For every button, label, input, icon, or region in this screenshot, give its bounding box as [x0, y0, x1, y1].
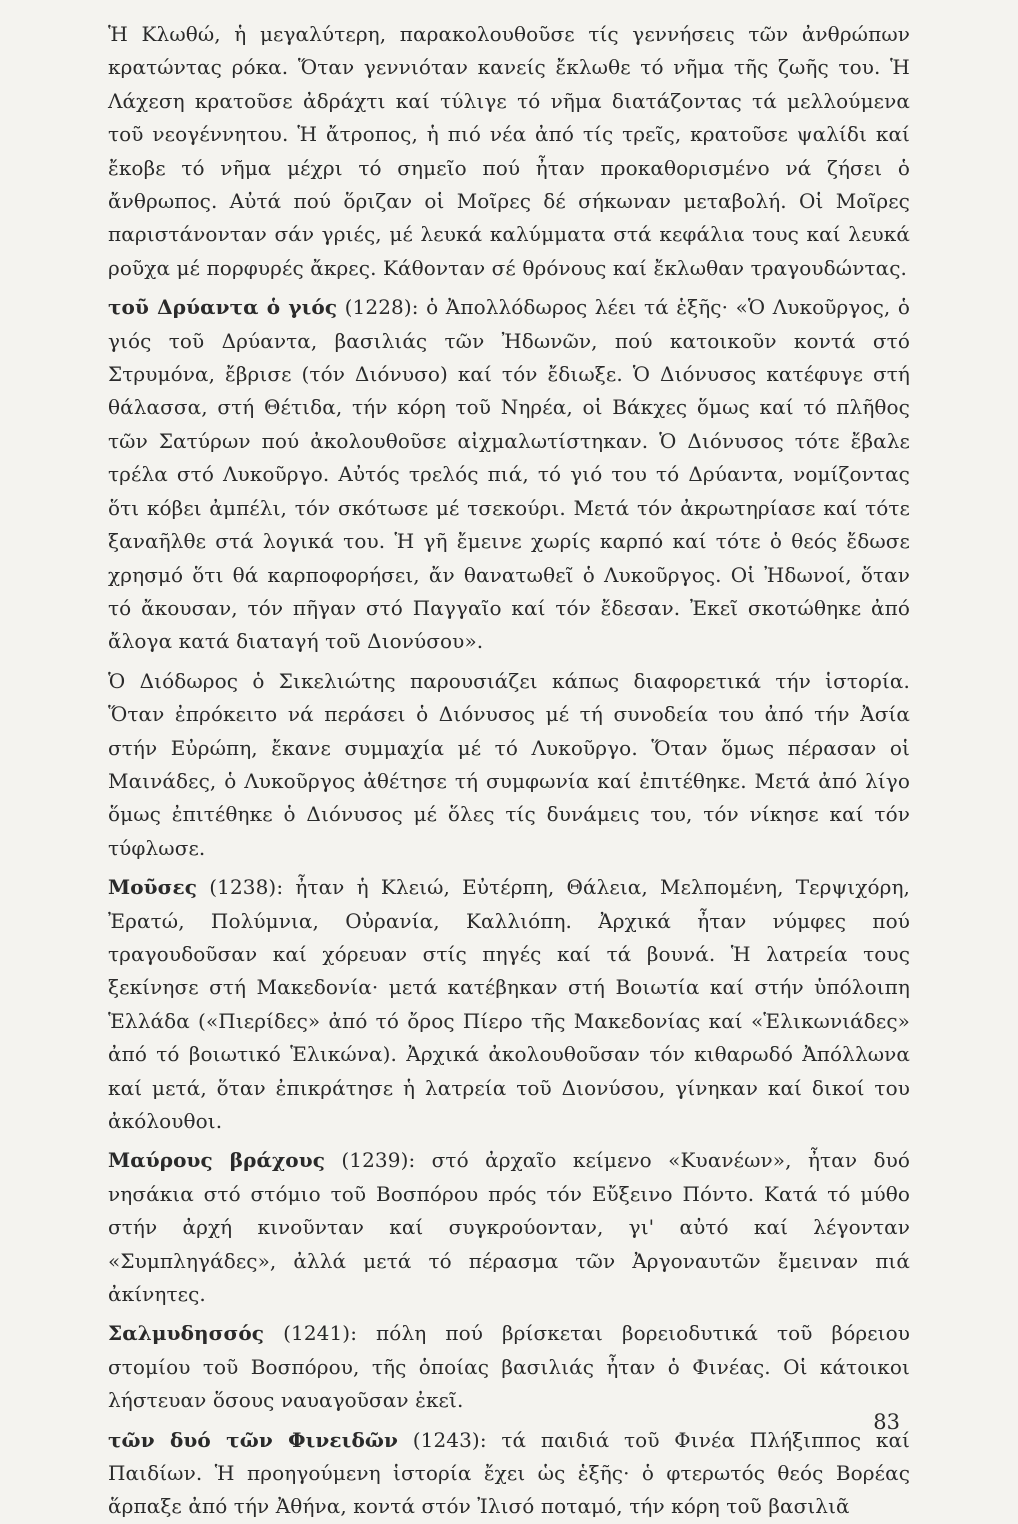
entry-term: τῶν δυό τῶν Φινειδῶν: [108, 1427, 399, 1452]
entry-text: (1238): ἦταν ἡ Κλειώ, Εὐτέρπη, Θάλεια, Μελπομένη, Τερψιχόρη, Ἐρατώ, Πολύμνια, Οὐρανία, Καλλιόπη. Ἀρχικά ἦταν νύμφες πού τραγουδοῦσαν καί χόρευαν στίς πηγές καί τά βουνά. Ἡ λατρεία τους ξεκίνησε στή Μακεδονία· μετά κατέβηκαν στή Βοιωτία καί στήν ὑπόλοιπη Ἑλλάδα («Πιερίδες» ἀπό τό ὄρος Πίερο τῆς Μακεδονίας καί «Ἑλικωνιάδες» ἀπό τό βοιωτικό Ἑλικώνα). Ἀρχικά ἀκολουθοῦσαν τόν κιθαρωδό Ἀπόλλωνα καί μετά, ὅταν ἐπικράτησε ἡ λατρεία τοῦ Διονύσου, γίνηκαν καί δικοί του ἀκόλουθοι.: [108, 875, 910, 1133]
entry-black-rocks: [108, 1144, 910, 1311]
entry-text: (1228): ὁ Ἀπολλόδωρος λέει τά ἑξῆς· «Ὁ Λυκοῦργος, ὁ γιός τοῦ Δρύαντα, βασιλιάς τῶν Ἠδωνῶν, πού κατοικοῦν κοντά στό Στρυμόνα, ἔβρισε (τόν Διόνυσο) καί τόν ἔδιωξε. Ὁ Διόνυσος κατέφυγε στή θάλασσα, στή Θέτιδα, τήν κόρη τοῦ Νηρέα, οἱ Βάκχες ὅμως καί τό πλῆθος τῶν Σατύρων πού ἀκολουθοῦσε αἰχμαλωτίστηκαν. Ὁ Διόνυσος τότε ἔβαλε τρέλα στό Λυκοῦργο. Αὐτός τρελός πιά, τό γιό του τό Δρύαντα, νομίζοντας ὅτι κόβει ἀμπέλι, τόν σκότωσε μέ τσεκούρι. Μετά τόν ἀκρωτηρίασε καί τότε ξαναῆλθε στά λογικά του. Ἡ γῆ ἔμεινε χωρίς καρπό καί τότε ὁ θεός ἔδωσε χρησμό ὅτι θά καρποφορήσει, ἄν θανατωθεῖ ὁ Λυκοῦργος. Οἱ Ἠδωνοί, ὅταν τό ἄκουσαν, τόν πῆγαν στό Παγγαῖο καί τόν ἔδεσαν. Ἐκεῖ σκοτώθηκε ἀπό ἄλογα κατά διαταγή τοῦ Διονύσου».: [108, 295, 910, 654]
entry-salmydessos: [108, 1317, 910, 1417]
paragraph-text: Ἡ Κλωθώ, ἡ μεγαλύτερη, παρακολουθοῦσε τίς γεννήσεις τῶν ἀνθρώπων κρατώντας ρόκα. Ὅταν γεννιόταν κανείς ἔκλωθε τό νῆμα τῆς ζωῆς του. Ἡ Λάχεση κρατοῦσε ἀδράχτι καί τύλιγε τό νῆμα διατάζοντας τά μελλούμενα τοῦ νεογέννητου. Ἡ ἄτροπος, ἡ πιό νέα ἀπό τίς τρεῖς, κρατοῦσε ψαλίδι καί ἔκοβε τό νῆμα μέχρι τό σημεῖο πού ἦταν προκαθορισμένο νά ζήσει ὁ ἄνθρωπος. Αὐτά πού ὅριζαν οἱ Μοῖρες δέ σήκωναν μεταβολή. Οἱ Μοῖρες παριστάνονταν σάν γριές, μέ λευκά καλύμματα στά κεφάλια τους καί λευκά ροῦχα μέ πορφυρές ἄκρες. Κάθονταν σέ θρόνους καί ἔκλωθαν τραγουδώντας.: [108, 22, 910, 280]
entry-term: Μαύρους βράχους: [108, 1148, 325, 1173]
paragraph-text: Ὁ Διόδωρος ὁ Σικελιώτης παρουσιάζει κάπως διαφορετικά τήν ἱστορία. Ὅταν ἐπρόκειτο νά περάσει ὁ Διόνυσος μέ τή συνοδεία του ἀπό τήν Ἀσία στήν Εὐρώπη, ἔκανε συμμαχία μέ τό Λυκοῦργο. Ὅταν ὅμως πέρασαν οἱ Μαινάδες, ὁ Λυκοῦργος ἀθέτησε τή συμφωνία καί ἐπιτέθηκε. Μετά ἀπό λίγο ὅμως ἐπιτέθηκε ὁ Διόνυσος μέ ὅλες τίς δυνάμεις του, τόν νίκησε καί τόν τύφλωσε.: [108, 668, 910, 860]
entry-muses: [108, 871, 910, 1138]
entry-text: (1239): στό ἀρχαῖο κείμενο «Κυανέων», ἦταν δυό νησάκια στό στόμιο τοῦ Βοσπόρου πρός τόν Εὔξεινο Πόντο. Κατά τό μύθο στήν ἀρχή κινοῦνταν καί συγκρούονταν, γι' αὐτό καί λέγονταν «Συμπληγάδες», ἀλλά μετά τό πέρασμα τῶν Ἀργοναυτῶν ἔμειναν πιά ἀκίνητες.: [108, 1148, 910, 1307]
entry-dryas-son: [108, 291, 910, 658]
paragraph-moirai: [108, 18, 910, 285]
entry-term: Μοῦσες: [108, 875, 198, 900]
body-text: [108, 18, 910, 1524]
entry-term: Σαλμυδησσός: [108, 1321, 265, 1346]
entry-term: τοῦ Δρύαντα ὁ γιός: [108, 295, 338, 320]
page-number: 83: [873, 1410, 900, 1434]
entry-phineids: [108, 1424, 910, 1524]
entry-text: (1243): τά παιδιά τοῦ Φινέα Πλήξιππος καί Παιδίων. Ἡ προηγούμενη ἱστορία ἔχει ὡς ἑξῆς· ὁ φτερωτός θεός Βορέας ἅρπαξε ἀπό τήν Ἀθήνα, κοντά στόν Ἰλισό ποταμό, τήν κόρη τοῦ βασιλιᾶ: [108, 1427, 910, 1519]
paragraph-diodorus: [108, 665, 910, 865]
entry-text: (1241): πόλη πού βρίσκεται βορειοδυτικά τοῦ βόρειου στομίου τοῦ Βοσπόρου, τῆς ὁποίας βασιλιάς ἦταν ὁ Φινέας. Οἱ κάτοικοι λήστευαν ὅσους ναυαγοῦσαν ἐκεῖ.: [108, 1321, 910, 1413]
